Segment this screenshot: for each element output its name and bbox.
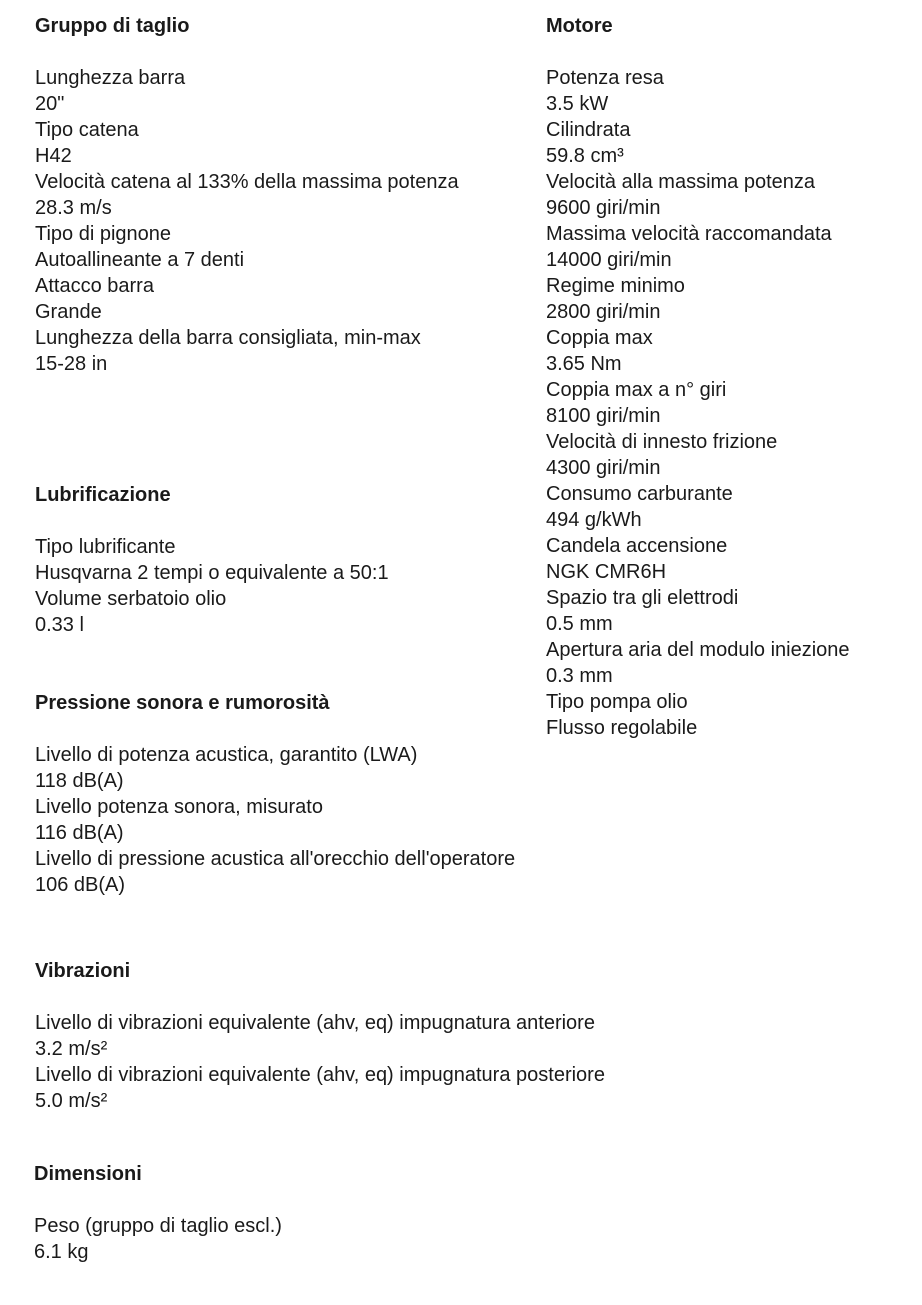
- spec-label: Candela accensione: [546, 535, 728, 557]
- spec-label: Peso (gruppo di taglio escl.): [34, 1215, 282, 1237]
- spec-label: Consumo carburante: [546, 483, 733, 505]
- spec-label: Coppia max a n° giri: [546, 379, 727, 401]
- right-column: [546, 0, 916, 760]
- spec-value: H42: [35, 145, 72, 167]
- spec-value: 5.0 m/s²: [35, 1090, 108, 1112]
- spec-value: 20": [35, 93, 65, 115]
- spec-value: 3.65 Nm: [546, 353, 622, 375]
- spec-label: Apertura aria del modulo iniezione: [546, 639, 850, 661]
- spec-value: Autoallineante a 7 denti: [35, 249, 245, 271]
- spec-value: NGK CMR6H: [546, 561, 667, 583]
- spec-value: 0.5 mm: [546, 613, 613, 635]
- spec-label: Attacco barra: [35, 275, 154, 297]
- section-heading-engine: Motore: [546, 15, 613, 37]
- spec-label: Velocità alla massima potenza: [546, 171, 816, 193]
- spec-value: 116 dB(A): [35, 822, 124, 844]
- section-heading-vibration: Vibrazioni: [35, 960, 131, 982]
- section-heading-dimensions: Dimensioni: [34, 1163, 142, 1185]
- spec-label: Regime minimo: [546, 275, 685, 297]
- spec-label: Coppia max: [546, 327, 653, 349]
- spec-label: Tipo catena: [35, 119, 139, 141]
- spec-value: Flusso regolabile: [546, 717, 698, 739]
- spec-label: Livello di vibrazioni equivalente (ahv, eq) impugnatura anteriore: [35, 1012, 595, 1034]
- spec-value: 6.1 kg: [34, 1241, 89, 1263]
- spec-label: Lunghezza della barra consigliata, min-max: [35, 327, 421, 349]
- spec-value: 106 dB(A): [35, 874, 126, 896]
- spec-label: Tipo di pignone: [35, 223, 172, 245]
- spec-value: Husqvarna 2 tempi o equivalente a 50:1: [35, 562, 389, 584]
- spec-label: Livello di vibrazioni equivalente (ahv, eq) impugnatura posteriore: [35, 1064, 605, 1086]
- spec-label: Lunghezza barra: [35, 67, 186, 89]
- spec-label: Livello di pressione acustica all'orecchio dell'operatore: [35, 848, 516, 870]
- spec-label: Velocità di innesto frizione: [546, 431, 778, 453]
- spec-label: Livello di potenza acustica, garantito (LWA): [35, 744, 418, 766]
- spec-value: 118 dB(A): [35, 770, 124, 792]
- spec-label: Tipo lubrificante: [35, 536, 176, 558]
- spec-value: 9600 giri/min: [546, 197, 661, 219]
- spec-value: 15-28 in: [35, 353, 108, 375]
- spec-value: 28.3 m/s: [35, 197, 112, 219]
- spec-label: Livello potenza sonora, misurato: [35, 796, 323, 818]
- spec-value: 2800 giri/min: [546, 301, 661, 323]
- spec-value: Grande: [35, 301, 102, 323]
- spec-label: Velocità catena al 133% della massima potenza: [35, 171, 459, 193]
- spec-value: 4300 giri/min: [546, 457, 661, 479]
- spec-value: 3.5 kW: [546, 93, 609, 115]
- spec-value: 3.2 m/s²: [35, 1038, 108, 1060]
- spec-value: 8100 giri/min: [546, 405, 661, 427]
- spec-value: 14000 giri/min: [546, 249, 672, 271]
- spec-label: Potenza resa: [546, 67, 664, 89]
- spec-value: 0.33 l: [35, 614, 84, 636]
- spec-label: Spazio tra gli elettrodi: [546, 587, 739, 609]
- section-heading-cutting: Gruppo di taglio: [35, 15, 190, 37]
- spec-label: Massima velocità raccomandata: [546, 223, 832, 245]
- section-heading-lubrication: Lubrificazione: [35, 484, 171, 506]
- spec-label: Cilindrata: [546, 119, 631, 141]
- spec-label: Tipo pompa olio: [546, 691, 688, 713]
- spec-value: 59.8 cm³: [546, 145, 624, 167]
- section-heading-sound: Pressione sonora e rumorosità: [35, 692, 330, 714]
- spec-value: 494 g/kWh: [546, 509, 642, 531]
- spec-value: 0.3 mm: [546, 665, 613, 687]
- spec-label: Volume serbatoio olio: [35, 588, 227, 610]
